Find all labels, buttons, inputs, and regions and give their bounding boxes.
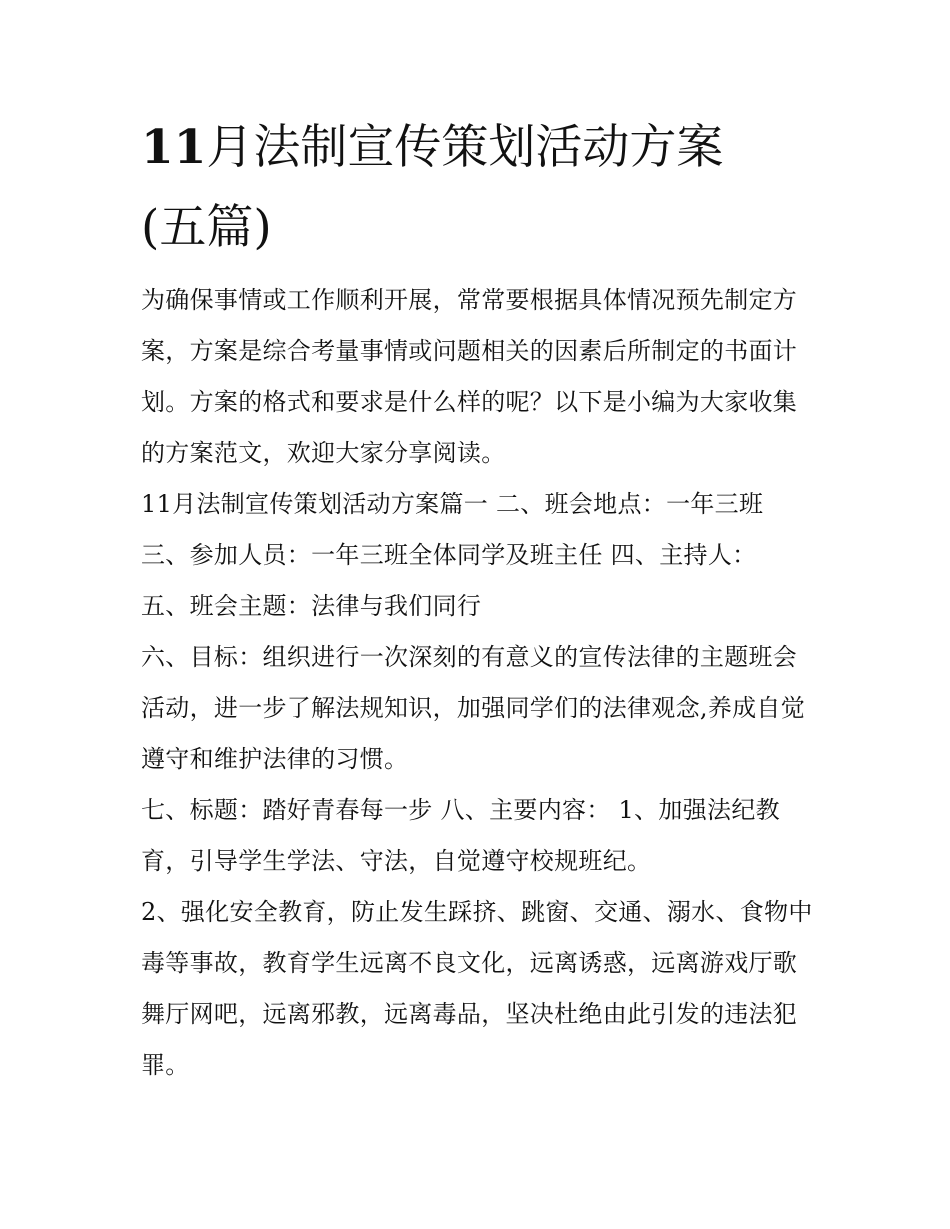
document-body [141,275,821,1091]
paragraph-title-content: 七、标题：踏好青春每一步 八、主要内容： 1、加强法纪教育，引导学生学法、守法，自觉遵守校规班纪。 [141,796,780,875]
document-title [141,108,821,268]
paragraph-participants: 三、参加人员：一年三班全体同学及班主任 四、主持人： [141,541,757,569]
document-page [141,108,821,1091]
title-number: 11 [141,120,207,175]
title-line-2: (五篇) [141,200,272,255]
paragraph-intro: 为确保事情或工作顺利开展，常常要根据具体情况预先制定方案，方案是综合考量事情或问题相关的因素后所制定的书面计划。方案的格式和要求是什么样的呢？以下是小编为大家收集的方案范文，欢迎大家分享阅读。 [141,286,798,467]
paragraph-safety: 2、强化安全教育，防止发生踩挤、跳窗、交通、溺水、食物中毒等事故，教育学生远离不良文化，远离诱惑，远离游戏厅歌舞厅网吧，远离邪教，远离毒品，坚决杜绝由此引发的违法犯罪。 [141,898,813,1079]
title-line-1 [141,108,821,188]
title-line-1-text: 月法制宣传策划活动方案 [206,120,724,175]
paragraph-theme: 五、班会主题：法律与我们同行 [141,592,482,620]
paragraph-goal: 六、目标：组织进行一次深刻的有意义的宣传法律的主题班会活动，进一步了解法规知识，加强同学们的法律观念,养成自觉遵守和维护法律的习惯。 [141,643,806,773]
paragraph-location: 11月法制宣传策划活动方案篇一 二、班会地点：一年三班 [141,490,764,518]
